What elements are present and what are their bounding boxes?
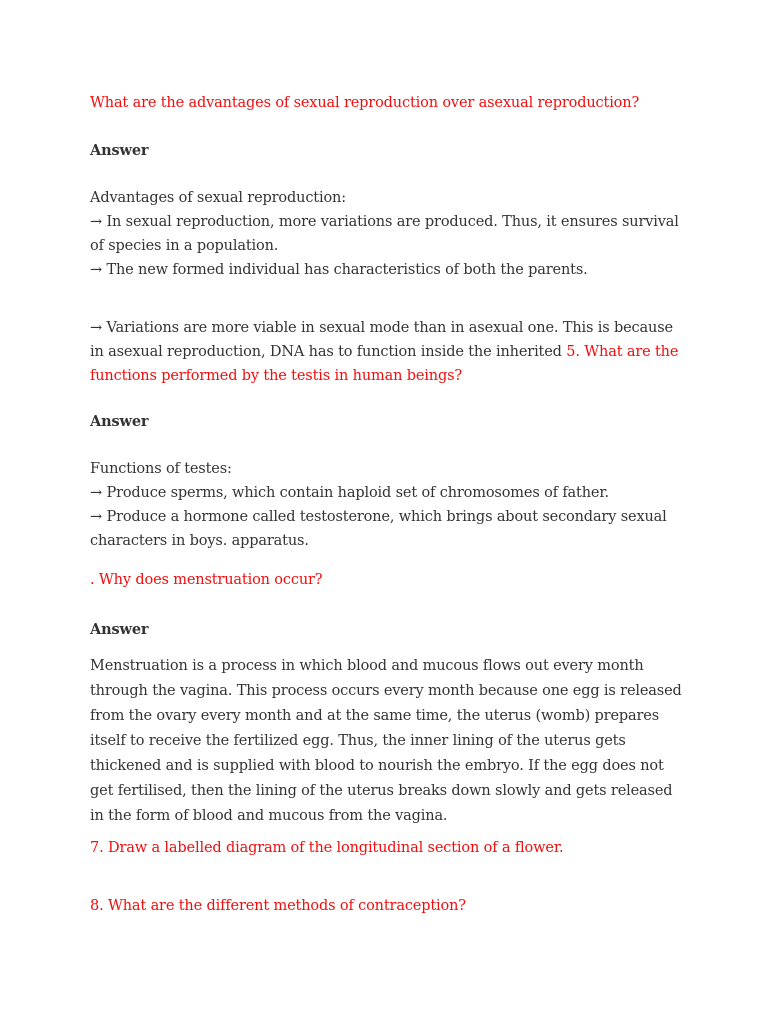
question-1: What are the advantages of sexual reproduction over asexual reproduction? bbox=[90, 95, 640, 111]
answer-6-line-4: itself to receive the fertilized egg. Thus, the inner lining of the uterus gets bbox=[90, 733, 626, 749]
question-5-line-2: functions performed by the testis in human beings? bbox=[90, 368, 463, 384]
answer-1-line-5: → Variations are more viable in sexual mode than in asexual one. This is because bbox=[90, 320, 673, 336]
answer-5-line-1: Functions of testes: bbox=[90, 461, 232, 477]
answer-1-line-1: Advantages of sexual reproduction: bbox=[90, 190, 346, 206]
answer-6-line-3: from the ovary every month and at the same time, the uterus (womb) prepares bbox=[90, 708, 660, 724]
answer-label-6: Answer bbox=[90, 621, 149, 638]
question-8: 8. What are the different methods of contraception? bbox=[90, 898, 466, 914]
answer-6-line-6: get fertilised, then the lining of the uterus breaks down slowly and gets released bbox=[90, 783, 673, 799]
answer-6-line-1: Menstruation is a process in which blood and mucous flows out every month bbox=[90, 658, 644, 674]
answer-label-5: Answer bbox=[90, 413, 149, 430]
mixed-line bbox=[90, 340, 678, 364]
answer-5-line-2: → Produce sperms, which contain haploid set of chromosomes of father. bbox=[90, 485, 609, 501]
question-5-start: 5. What are the bbox=[566, 344, 679, 360]
answer-1-line-3: of species in a population. bbox=[90, 238, 279, 254]
answer-5-line-4: characters in boys. apparatus. bbox=[90, 533, 309, 549]
answer-6-line-2: through the vagina. This process occurs every month because one egg is released bbox=[90, 683, 682, 699]
answer-1-line-2: → In sexual reproduction, more variations are produced. Thus, it ensures survival bbox=[90, 214, 679, 230]
question-7: 7. Draw a labelled diagram of the longitudinal section of a flower. bbox=[90, 840, 564, 856]
question-6: . Why does menstruation occur? bbox=[90, 572, 323, 588]
answer-1-line-6: in asexual reproduction, DNA has to function inside the inherited bbox=[90, 344, 567, 360]
answer-label-1: Answer bbox=[90, 142, 149, 159]
answer-5-line-3: → Produce a hormone called testosterone, which brings about secondary sexual bbox=[90, 509, 667, 525]
answer-1-line-4: → The new formed individual has characteristics of both the parents. bbox=[90, 262, 588, 278]
answer-6-line-5: thickened and is supplied with blood to nourish the embryo. If the egg does not bbox=[90, 758, 664, 774]
answer-6-line-7: in the form of blood and mucous from the vagina. bbox=[90, 808, 448, 824]
